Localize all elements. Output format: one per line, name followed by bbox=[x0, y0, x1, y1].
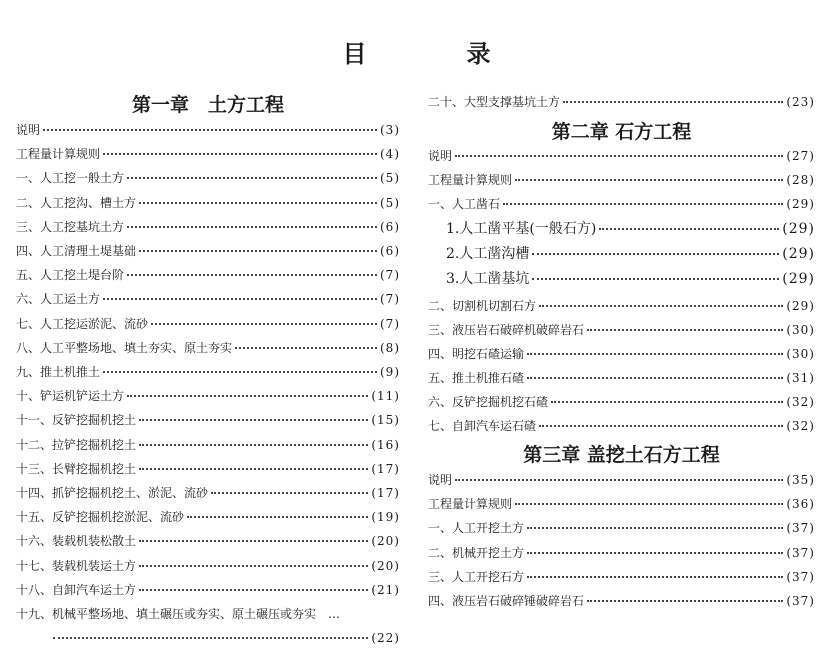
toc-entry[interactable] bbox=[16, 120, 400, 140]
toc-entry-title: 十七、装载机装运土方 bbox=[16, 558, 137, 573]
dot-leader bbox=[527, 552, 783, 554]
dot-leader bbox=[139, 589, 368, 591]
dot-leader bbox=[53, 637, 368, 639]
toc-entry[interactable] bbox=[446, 219, 815, 239]
toc-entry-page: (36) bbox=[786, 497, 815, 512]
toc-entry-title: 3.人工凿基坑 bbox=[446, 271, 530, 287]
toc-entry-page: … bbox=[328, 607, 342, 621]
dot-leader bbox=[503, 203, 783, 205]
toc-entry-title: 一、人工开挖土方 bbox=[428, 521, 525, 536]
dot-leader bbox=[187, 516, 368, 518]
dot-leader bbox=[527, 377, 783, 379]
dot-leader bbox=[532, 278, 779, 280]
toc-entry-page: (3) bbox=[380, 123, 400, 137]
dot-leader bbox=[455, 479, 783, 481]
toc-entry[interactable] bbox=[16, 338, 400, 358]
dot-leader bbox=[551, 401, 783, 403]
dot-leader bbox=[139, 468, 368, 470]
dot-leader bbox=[43, 129, 377, 131]
toc-entry-page: (29) bbox=[786, 299, 815, 313]
toc-entry[interactable] bbox=[16, 289, 400, 309]
toc-entry-page: (22) bbox=[371, 631, 400, 646]
toc-entry-title: 十、铲运机铲运土方 bbox=[16, 389, 125, 404]
toc-entry[interactable] bbox=[16, 556, 400, 576]
toc-entry-title: 四、液压岩石破碎锤破碎岩石 bbox=[428, 594, 585, 608]
toc-entry-page: (30) bbox=[786, 323, 815, 337]
toc-entry-page: (6) bbox=[380, 244, 400, 258]
toc-entry-title: 八、人工平整场地、填土夯实、原土夯实 bbox=[16, 340, 233, 355]
toc-entry[interactable] bbox=[16, 459, 400, 479]
toc-entry-title: 说明 bbox=[16, 123, 41, 137]
toc-entry-page: (7) bbox=[380, 292, 400, 307]
toc-entry-page: (6) bbox=[380, 219, 400, 234]
toc-entry[interactable] bbox=[428, 344, 815, 364]
toc-entry[interactable] bbox=[16, 483, 400, 503]
chapter-3-heading: 第三章 盖挖土石方工程 bbox=[523, 444, 720, 466]
toc-entry-page: (37) bbox=[786, 545, 815, 560]
chapter-1-heading: 第一章 土方工程 bbox=[131, 94, 284, 116]
toc-entry-title: 十一、反铲挖掘机挖土 bbox=[16, 413, 137, 428]
toc-entry-page: (20) bbox=[371, 534, 400, 549]
toc-entry-title: 三、液压岩石破碎机破碎岩石 bbox=[428, 323, 585, 337]
toc-entry[interactable] bbox=[16, 193, 400, 213]
toc-entry-page: (32) bbox=[786, 395, 815, 409]
toc-entry-title: 九、推土机推土 bbox=[16, 365, 101, 379]
toc-entry-page: (8) bbox=[380, 340, 400, 355]
toc-entry[interactable] bbox=[428, 92, 815, 112]
dot-leader bbox=[127, 177, 377, 179]
dot-leader bbox=[139, 540, 368, 542]
toc-entry[interactable] bbox=[50, 628, 400, 648]
toc-entry-page: (5) bbox=[380, 195, 400, 210]
dot-leader bbox=[127, 395, 368, 397]
toc-entry[interactable] bbox=[16, 144, 400, 164]
toc-entry-page: (30) bbox=[786, 347, 815, 361]
toc-entry-page: (17) bbox=[371, 486, 400, 500]
toc-entry-title: 二、切割机切割石方 bbox=[428, 299, 537, 313]
dot-leader bbox=[563, 101, 783, 103]
toc-entry-page: (21) bbox=[371, 582, 400, 597]
dot-leader bbox=[139, 565, 368, 567]
dot-leader bbox=[139, 202, 377, 204]
toc-entry-page: (28) bbox=[786, 173, 815, 187]
toc-entry-title: 六、人工运土方 bbox=[16, 292, 101, 307]
toc-entry[interactable] bbox=[16, 265, 400, 285]
toc-entry-page: (9) bbox=[380, 365, 400, 379]
toc-entry[interactable] bbox=[16, 314, 400, 334]
dot-leader bbox=[151, 323, 377, 325]
page-title: 目 录 bbox=[342, 40, 529, 68]
dot-leader bbox=[527, 576, 783, 578]
toc-entry[interactable] bbox=[446, 244, 815, 264]
chapter-2-heading: 第二章 石方工程 bbox=[551, 121, 692, 143]
dot-leader bbox=[127, 226, 377, 228]
toc-entry-title: 说明 bbox=[428, 149, 453, 163]
toc-entry-title: 七、自卸汽车运石碴 bbox=[428, 419, 537, 433]
toc-entry-page: (37) bbox=[786, 569, 815, 584]
dot-leader bbox=[103, 153, 377, 155]
toc-entry-page: (17) bbox=[371, 461, 400, 476]
toc-entry[interactable] bbox=[16, 217, 400, 237]
toc-entry[interactable] bbox=[428, 416, 815, 436]
toc-entry[interactable] bbox=[16, 386, 400, 406]
toc-entry[interactable] bbox=[428, 170, 815, 190]
toc-entry-title: 四、人工清理土堤基础 bbox=[16, 244, 137, 258]
toc-entry-title: 四、明挖石碴运输 bbox=[428, 347, 525, 361]
dot-leader bbox=[587, 600, 783, 602]
toc-entry-page: (16) bbox=[371, 437, 400, 452]
toc-entry-page: (29) bbox=[782, 221, 815, 237]
dot-leader bbox=[103, 371, 377, 373]
toc-entry[interactable] bbox=[16, 507, 400, 527]
toc-entry-title: 工程量计算规则 bbox=[428, 497, 513, 512]
toc-entry[interactable] bbox=[428, 591, 815, 611]
toc-entry-title: 一、人工挖一般土方 bbox=[16, 171, 125, 186]
toc-entry-title: 2.人工凿沟槽 bbox=[446, 246, 530, 262]
toc-entry-page: (19) bbox=[371, 510, 400, 525]
toc-entry-page: (23) bbox=[786, 95, 815, 109]
toc-entry[interactable] bbox=[428, 392, 815, 412]
toc-entry[interactable] bbox=[16, 604, 400, 624]
dot-leader bbox=[139, 419, 368, 421]
toc-entry-title: 一、人工凿石 bbox=[428, 197, 501, 211]
toc-entry[interactable] bbox=[428, 518, 815, 538]
toc-entry-title: 五、人工挖土堤台阶 bbox=[16, 268, 125, 283]
toc-entry-title: 十五、反铲挖掘机挖淤泥、流砂 bbox=[16, 510, 185, 525]
toc-entry[interactable] bbox=[16, 241, 400, 261]
dot-leader bbox=[515, 179, 783, 181]
dot-leader bbox=[211, 492, 368, 494]
toc-entry[interactable] bbox=[428, 543, 815, 563]
toc-entry[interactable] bbox=[16, 362, 400, 382]
toc-entry-title: 工程量计算规则 bbox=[16, 147, 101, 162]
dot-leader bbox=[539, 425, 783, 427]
toc-entry-title: 十三、长臂挖掘机挖土 bbox=[16, 461, 137, 476]
dot-leader bbox=[527, 527, 783, 529]
dot-leader bbox=[127, 274, 377, 276]
toc-entry-page: (15) bbox=[371, 413, 400, 428]
toc-entry-page: (29) bbox=[782, 246, 815, 262]
toc-entry[interactable] bbox=[428, 194, 815, 214]
toc-entry-title: 六、反铲挖掘机挖石碴 bbox=[428, 395, 549, 409]
toc-entry[interactable] bbox=[428, 320, 815, 340]
toc-entry-title: 说明 bbox=[428, 473, 453, 487]
dot-leader bbox=[515, 503, 783, 505]
dot-leader bbox=[587, 329, 783, 331]
toc-entry-title: 十四、抓铲挖掘机挖土、淤泥、流砂 bbox=[16, 486, 209, 500]
toc-entry-page: (31) bbox=[786, 371, 815, 385]
toc-entry-title: 十六、装载机装松散土 bbox=[16, 534, 137, 549]
toc-entry-title: 十九、机械平整场地、填土碾压或夯实、原土碾压或夯实 bbox=[16, 607, 317, 621]
toc-entry[interactable] bbox=[428, 146, 815, 166]
toc-entry-page: (37) bbox=[786, 594, 815, 608]
toc-entry-title: 十八、自卸汽车运土方 bbox=[16, 582, 137, 597]
toc-entry-page: (11) bbox=[371, 389, 400, 404]
toc-entry[interactable] bbox=[428, 296, 815, 316]
toc-entry-page: (20) bbox=[371, 558, 400, 573]
toc-entry[interactable] bbox=[16, 531, 400, 551]
dot-leader bbox=[103, 298, 377, 300]
toc-entry[interactable] bbox=[16, 435, 400, 455]
toc-entry-page: (35) bbox=[786, 473, 815, 487]
dot-leader bbox=[139, 250, 377, 252]
toc-entry-title: 二十、大型支撑基坑土方 bbox=[428, 95, 561, 109]
toc-entry[interactable] bbox=[428, 470, 815, 490]
toc-entry[interactable] bbox=[446, 269, 815, 289]
toc-entry[interactable] bbox=[428, 567, 815, 587]
toc-entry-title: 二、人工挖沟、槽土方 bbox=[16, 195, 137, 210]
dot-leader bbox=[532, 253, 779, 255]
toc-entry-page: (29) bbox=[782, 271, 815, 287]
toc-entry-title: 三、人工开挖石方 bbox=[428, 569, 525, 584]
toc-entry[interactable] bbox=[16, 168, 400, 188]
dot-leader bbox=[599, 228, 779, 230]
dot-leader bbox=[539, 305, 783, 307]
toc-entry-page: (32) bbox=[786, 419, 815, 433]
dot-leader bbox=[139, 444, 368, 446]
toc-entry-title: 五、推土机推石碴 bbox=[428, 371, 525, 385]
toc-entry-title: 1.人工凿平基(一般石方) bbox=[446, 221, 597, 237]
toc-entry[interactable] bbox=[16, 580, 400, 600]
toc-entry-page: (4) bbox=[380, 147, 400, 162]
toc-entry[interactable] bbox=[16, 410, 400, 430]
toc-entry-page: (7) bbox=[380, 268, 400, 283]
toc-entry[interactable] bbox=[428, 494, 815, 514]
dot-leader bbox=[527, 353, 783, 355]
toc-entry-title: 工程量计算规则 bbox=[428, 173, 513, 187]
toc-entry-title: 二、机械开挖土方 bbox=[428, 545, 525, 560]
toc-entry-title: 三、人工挖基坑土方 bbox=[16, 219, 125, 234]
toc-entry-page: (37) bbox=[786, 521, 815, 536]
toc-entry-page: (7) bbox=[380, 316, 400, 331]
toc-entry-title: 七、人工挖运淤泥、流砂 bbox=[16, 316, 149, 331]
toc-entry-title: 十二、拉铲挖掘机挖土 bbox=[16, 437, 137, 452]
toc-entry-page: (5) bbox=[380, 171, 400, 186]
toc-entry[interactable] bbox=[428, 368, 815, 388]
dot-leader bbox=[455, 155, 783, 157]
dot-leader bbox=[235, 347, 377, 349]
toc-entry-page: (29) bbox=[786, 197, 815, 211]
toc-entry-page: (27) bbox=[786, 149, 815, 163]
